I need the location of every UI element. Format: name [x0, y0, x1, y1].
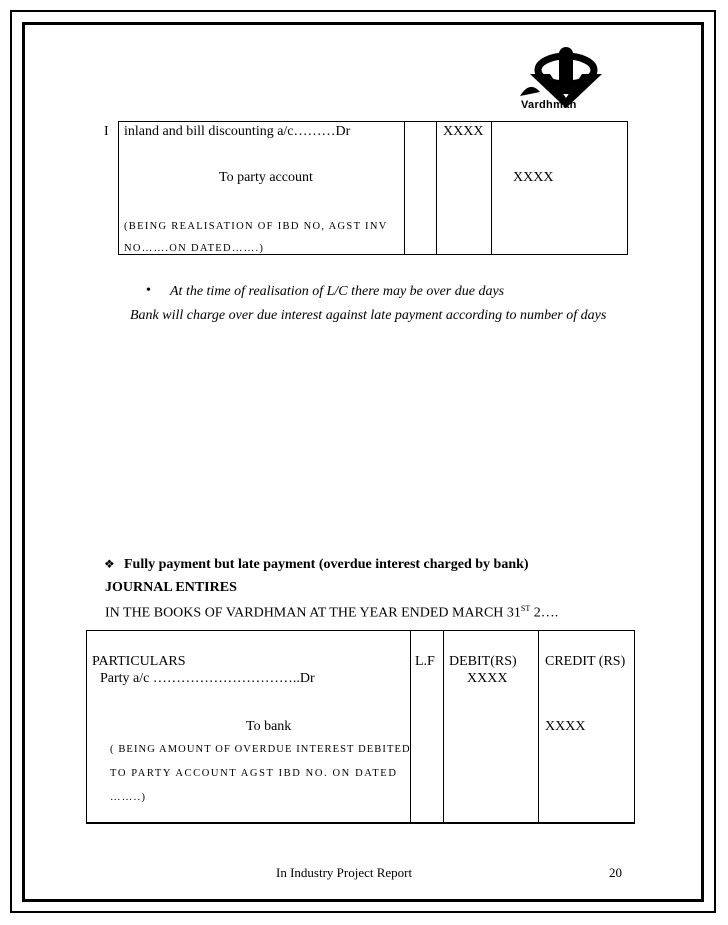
- journal-table-1: [118, 121, 628, 255]
- note-bullet: •: [146, 283, 151, 298]
- entry1-debit-account: inland and bill discounting a/c………Dr: [124, 124, 351, 139]
- entry1-credit-amount: XXXX: [513, 170, 554, 185]
- entry2-credit-account: To bank: [246, 719, 292, 734]
- header-lf: L.F: [415, 654, 435, 669]
- entry2-narration-line3: ……..): [110, 792, 147, 803]
- table1-divider: [404, 121, 405, 255]
- entry1-narration-line1: (BEING REALISATION OF IBD NO, AGST INV: [124, 221, 388, 232]
- entry2-debit-account: Party a/c …………………………..Dr: [100, 671, 315, 686]
- entry1-narration-line2: NO…….ON DATED…….): [124, 243, 265, 254]
- books-line-suffix: 2….: [530, 605, 559, 621]
- entry2-narration-line1: ( BEING AMOUNT OF OVERDUE INTEREST DEBITED: [110, 744, 411, 755]
- entry2-narration-line2: TO PARTY ACCOUNT AGST IBD NO. ON DATED: [110, 768, 398, 779]
- header-particulars: PARTICULARS: [92, 654, 186, 669]
- footer-text: In Industry Project Report: [276, 865, 413, 880]
- entry1-credit-account: To party account: [219, 170, 313, 185]
- books-line: [105, 604, 558, 622]
- section-heading: Fully payment but late payment (overdue interest charged by bank): [124, 557, 529, 572]
- logo-text: Vardhmān: [521, 99, 577, 111]
- header-credit: CREDIT (RS): [545, 654, 626, 669]
- entry1-prefix: I: [104, 124, 109, 139]
- journal-title: JOURNAL ENTIRES: [105, 580, 237, 595]
- entry1-debit-amount: XXXX: [443, 124, 484, 139]
- table2-divider: [538, 630, 539, 824]
- table1-divider: [436, 121, 437, 255]
- diamond-bullet-icon: ❖: [104, 557, 115, 571]
- header-debit: DEBIT(RS): [449, 654, 517, 669]
- table1-divider: [491, 121, 492, 255]
- page-number: 20: [609, 865, 622, 880]
- books-line-sup: ST: [520, 604, 531, 613]
- table2-divider: [443, 630, 444, 824]
- note-line1: At the time of realisation of L/C there may be over due days: [170, 284, 505, 299]
- note-line2: Bank will charge over due interest against late payment according to number of days: [130, 308, 607, 323]
- entry2-credit-amount: XXXX: [545, 719, 586, 734]
- entry2-debit-amount: XXXX: [467, 671, 508, 686]
- books-line-text: IN THE BOOKS OF VARDHMAN AT THE YEAR ENDED MARCH 31: [105, 605, 521, 621]
- table2-divider: [410, 630, 411, 824]
